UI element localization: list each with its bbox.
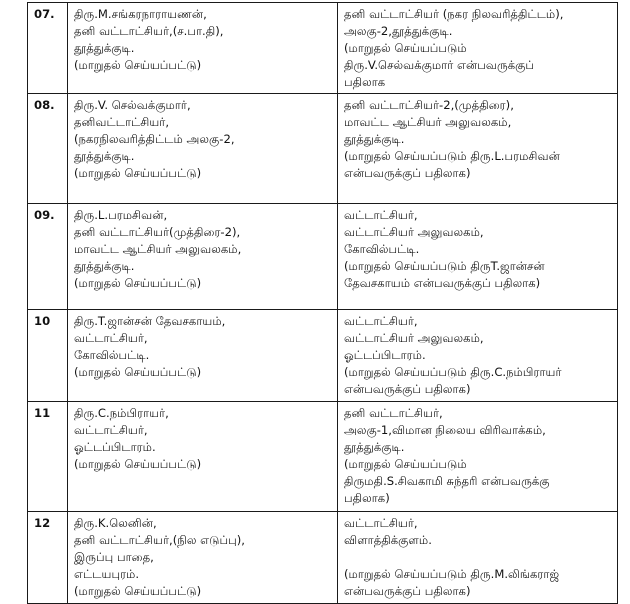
from-line: கோவில்பட்டி. [74,348,150,362]
from-line: (மாறுதல் செய்யப்பட்டு) [74,276,202,290]
from-line: திரு.V. செல்வக்குமார், [74,98,191,112]
to-line: வட்டாட்சியர் அலுவலகம், [344,331,484,345]
to-line: மாவட்ட ஆட்சியர் அலுவலகம், [344,115,512,129]
to-line: வட்டாட்சியர், [344,208,418,222]
to-line: என்பவருக்குப் பதிலாக) [344,166,471,180]
to-line: தூத்துக்குடி. [344,132,405,146]
to-line: (மாறுதல் செய்யப்படும் திரு.L.பரமசிவன் [344,149,560,163]
from-line: வட்டாட்சியர், [74,423,148,437]
serial-number: 11 [28,402,68,512]
to-line: (மாறுதல் செய்யப்படும் திரு.C.நம்பிராயர் [344,365,562,379]
from-line: ஓட்டப்பிடாரம். [74,440,156,454]
from-cell [68,310,338,402]
from-line: இருப்பு பாதை, [74,550,154,564]
table-row [28,3,618,94]
from-line: திரு.L.பரமசிவன், [74,208,168,222]
to-line: வட்டாட்சியர் அலுவலகம், [344,225,484,239]
to-line: பதிலாக) [344,491,390,505]
serial-number: 08. [28,94,68,204]
serial-number: 10 [28,310,68,402]
from-line: தனி வட்டாட்சியர்,(நில எடுப்பு), [74,533,245,547]
to-line: என்பவருக்குப் பதிலாக) [344,382,471,396]
to-cell [338,512,618,604]
to-line: தூத்துக்குடி. [344,440,405,454]
to-cell [338,94,618,204]
from-line: (மாறுதல் செய்யப்பட்டு) [74,584,202,598]
to-line: பதிலாக [344,75,386,89]
to-cell [338,204,618,310]
to-line: தனி வட்டாட்சியர் (நகர நிலவரித்திட்டம்), [344,7,564,21]
from-cell [68,94,338,204]
to-line: ஓட்டப்பிடாரம். [344,348,426,362]
from-cell [68,512,338,604]
from-cell [68,402,338,512]
to-line: தேவசகாயம் என்பவருக்குப் பதிலாக) [344,276,541,290]
from-line: திரு.K.லெனின், [74,516,157,530]
from-line: தனி வட்டாட்சியர்,(ச.பா.தி), [74,24,224,38]
to-line: விளாத்திக்குளம். [344,533,432,547]
from-line: திரு.T.ஜான்சன் தேவசகாயம், [74,314,226,328]
to-line: தனி வட்டாட்சியர், [344,406,443,420]
from-line: தூத்துக்குடி. [74,41,135,55]
table-row [28,204,618,310]
table-row [28,94,618,204]
from-line: (மாறுதல் செய்யப்பட்டு) [74,58,202,72]
from-cell [68,3,338,94]
to-line: (மாறுதல் செய்யப்படும் [344,457,467,471]
to-line: (மாறுதல் செய்யப்படும் திரு.M.லிங்கராஜ் [344,567,560,581]
serial-number: 09. [28,204,68,310]
from-line: தூத்துக்குடி. [74,149,135,163]
from-line: (மாறுதல் செய்யப்பட்டு) [74,457,202,471]
transfer-table-body [28,3,618,604]
to-line: (மாறுதல் செய்யப்படும் [344,41,467,55]
from-line: (மாறுதல் செய்யப்பட்டு) [74,365,202,379]
from-line: தனி வட்டாட்சியர்(முத்திரை-2), [74,225,241,239]
to-line [344,549,611,566]
to-line: (மாறுதல் செய்யப்படும் திருT.ஜான்சன் [344,259,545,273]
table-row [28,402,618,512]
from-line: (மாறுதல் செய்யப்பட்டு) [74,166,202,180]
to-line: வட்டாட்சியர், [344,314,418,328]
to-cell [338,310,618,402]
serial-number: 07. [28,3,68,94]
to-line: அலகு-2,தூத்துக்குடி. [344,24,453,38]
to-line: தனி வட்டாட்சியர்-2,(முத்திரை), [344,98,514,112]
to-cell [338,402,618,512]
from-line: திரு.M.சங்கரநாராயணன், [74,7,207,21]
table-row [28,310,618,402]
to-line: என்பவருக்குப் பதிலாக) [344,584,471,598]
to-line: வட்டாட்சியர், [344,516,418,530]
transfer-table [27,2,618,604]
to-line: திரு.V.செல்வக்குமார் என்பவருக்குப் [344,58,535,72]
serial-number: 12 [28,512,68,604]
from-cell [68,204,338,310]
from-line: மாவட்ட ஆட்சியர் அலுவலகம், [74,242,242,256]
to-line: திருமதி.S.சிவகாமி சுந்தரி என்பவருக்கு [344,474,550,488]
from-line: தனிவட்டாட்சியர், [74,115,170,129]
to-line: கோவில்பட்டி. [344,242,420,256]
table-row [28,512,618,604]
from-line: எட்டயபுரம். [74,567,140,581]
from-line: (நகரநிலவரித்திட்டம் அலகு-2, [74,132,235,146]
from-line: தூத்துக்குடி. [74,259,135,273]
to-line: அலகு-1,விமான நிலைய விரிவாக்கம், [344,423,546,437]
to-cell [338,3,618,94]
from-line: வட்டாட்சியர், [74,331,148,345]
from-line: திரு.C.நம்பிராயர், [74,406,169,420]
